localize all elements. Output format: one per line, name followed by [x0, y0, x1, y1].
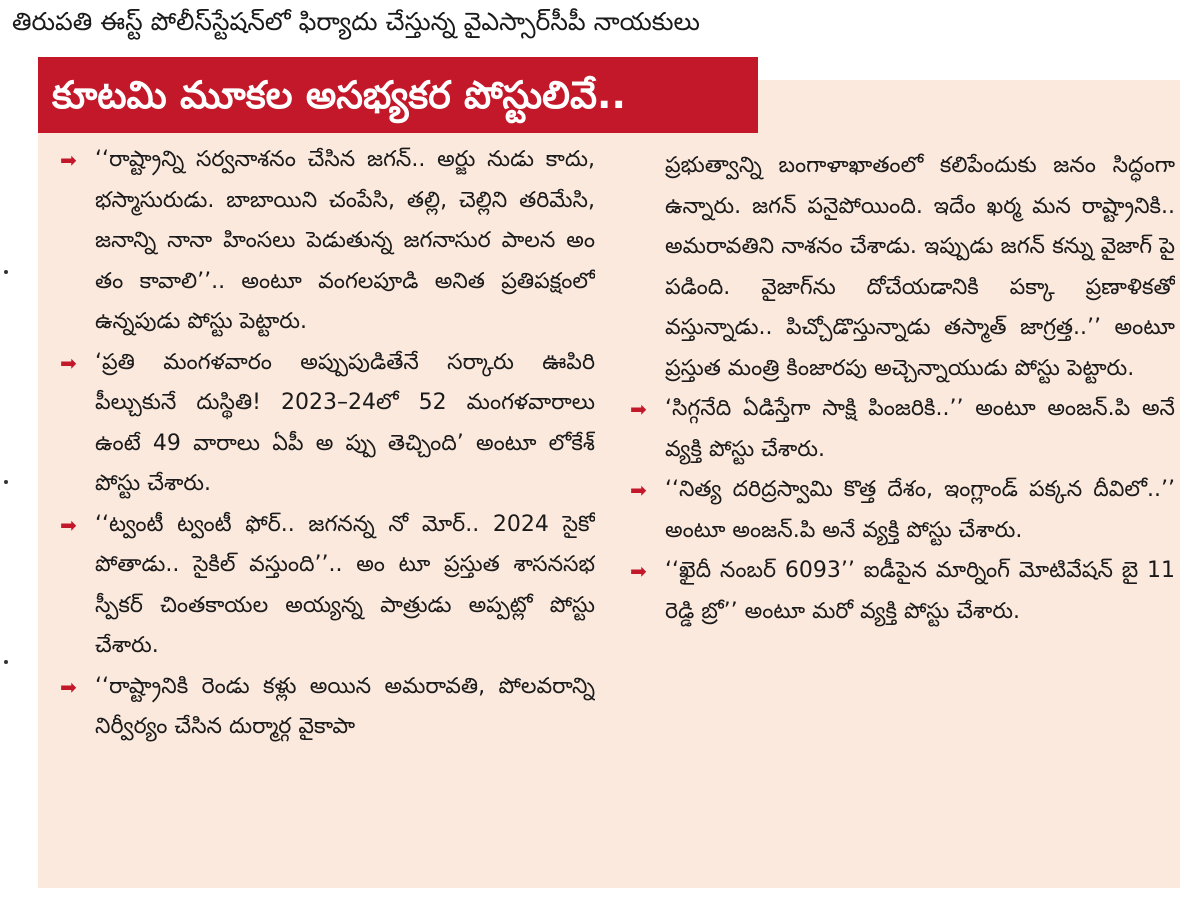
post-quote-text: ‘‘రాష్ట్రాన్ని సర్వనాశనం చేసిన జగన్.. అర్జు నుడు కాదు, భస్మాసురుడు. బాబాయిని చంపేసి, తల్లి, చెల్లిని తరిమేసి, జనాన్ని నానా హింసలు పెడుతున్న జగనాసుర పాలన అం తం కావాలి’’.. అంటూ వంగలపూడి అనిత ప్రతిపక్షంలో ఉన్నపుడు పోస్టు పెట్టారు.: [95, 147, 595, 334]
continued-quote-text: ప్రభుత్వాన్ని బంగాళాఖాతంలో కలిపేందుకు జనం సిద్ధంగా ఉన్నారు. జగన్ పనైపోయింది. ఇదేం ఖర్మ మన రాష్ట్రానికి.. అమరావతిని నాశనం చేశాడు. ఇప్పుడు జగన్ కన్ను వైజాగ్ పై పడింది. వైజాగ్‌ను దోచేయడానికి పక్కా ప్రణాళికతో వస్తున్నాడు.. పిచ్చోడొస్తున్నాడు తస్మాత్ జాగ్రత్త..’’ అంటూ ప్రస్తుత మంత్రి కింజారపు అచ్చెన్నాయుడు పోస్టు పెట్టారు.: [665, 153, 1175, 381]
post-quote-text: ‘‘రాష్ట్రానికి రెండు కళ్లు అయిన అమరావతి, పోలవరాన్ని నిర్వీర్యం చేసిన దుర్మార్గ వైకాపా: [95, 673, 595, 739]
arrow-bullet-icon: ➡: [60, 512, 77, 537]
post-quote-item: [60, 505, 595, 667]
post-quote-text: ‘‘ఖైదీ నంబర్ 6093’’ ఐడీపైన మార్నింగ్ మోటివేషన్ బై 11 రెడ్డి బ్రో’’ అంటూ మరో వ్యక్తి పోస్టు చేశారు.: [665, 558, 1175, 624]
headline-banner: కూటమి మూకల అసభ్యకర పోస్టులివే..: [38, 57, 758, 133]
arrow-bullet-icon: ➡: [630, 397, 647, 421]
post-quote-text: ‘‘ట్వంటీ ట్వంటీ ఫోర్.. జగనన్న నో మోర్.. 2024 సైకో పోతాడు.. సైకిల్ వస్తుంది’’.. అం టూ ప్రస్తుత శాసనసభ స్పీకర్ చింతకాయల అయ్యన్న పాత్రుడు అప్పట్లో పోస్టు చేశారు.: [95, 511, 595, 658]
left-column: [60, 140, 595, 880]
post-quote-item: [630, 470, 1175, 551]
post-quote-item: [630, 551, 1175, 632]
margin-dot: [4, 660, 8, 664]
right-column: [630, 146, 1175, 886]
continued-quote: [630, 146, 1175, 389]
arrow-bullet-icon: ➡: [630, 478, 647, 502]
post-quote-item: [60, 667, 595, 748]
post-quote-item: [60, 343, 595, 505]
arrow-bullet-icon: ➡: [60, 350, 77, 375]
margin-dot: [4, 480, 8, 484]
arrow-bullet-icon: ➡: [630, 559, 647, 583]
post-quote-text: ‘ప్రతి మంగళవారం అప్పుపుడితేనే సర్కారు ఊపిరి పీల్చుకునే దుస్థితి! 2023–24లో 52 మంగళవారాలు ఉంటే 49 వారాలు ఏపీ అ ప్పు తెచ్చింది’ అంటూ లోకేశ్ పోస్టు చేశారు.: [95, 349, 595, 496]
post-quote-text: ‘సిగ్గనేది ఏడిస్తేగా సాక్షి పింజరికి..’’ అంటూ అంజన్.పి అనే వ్యక్తి పోస్టు చేశారు.: [665, 396, 1175, 462]
post-quote-text: ‘‘నిత్య దరిద్రస్వామి కొత్త దేశం, ఇంగ్లాండ్ పక్కన దీవిలో..’’ అంటూ అంజన్.పి అనే వ్యక్తి పోస్టు చేశారు.: [665, 477, 1175, 543]
arrow-bullet-icon: ➡: [60, 148, 77, 172]
margin-dot: [4, 270, 8, 274]
post-quote-item: [630, 389, 1175, 470]
post-quote-item: [60, 140, 595, 343]
photo-caption: తిరుపతి ఈస్ట్ పోలీస్‌స్టేషన్‌లో ఫిర్యాదు చేస్తున్న వైఎస్సార్‌సీపీ నాయకులు: [12, 7, 700, 36]
arrow-bullet-icon: ➡: [60, 674, 77, 699]
